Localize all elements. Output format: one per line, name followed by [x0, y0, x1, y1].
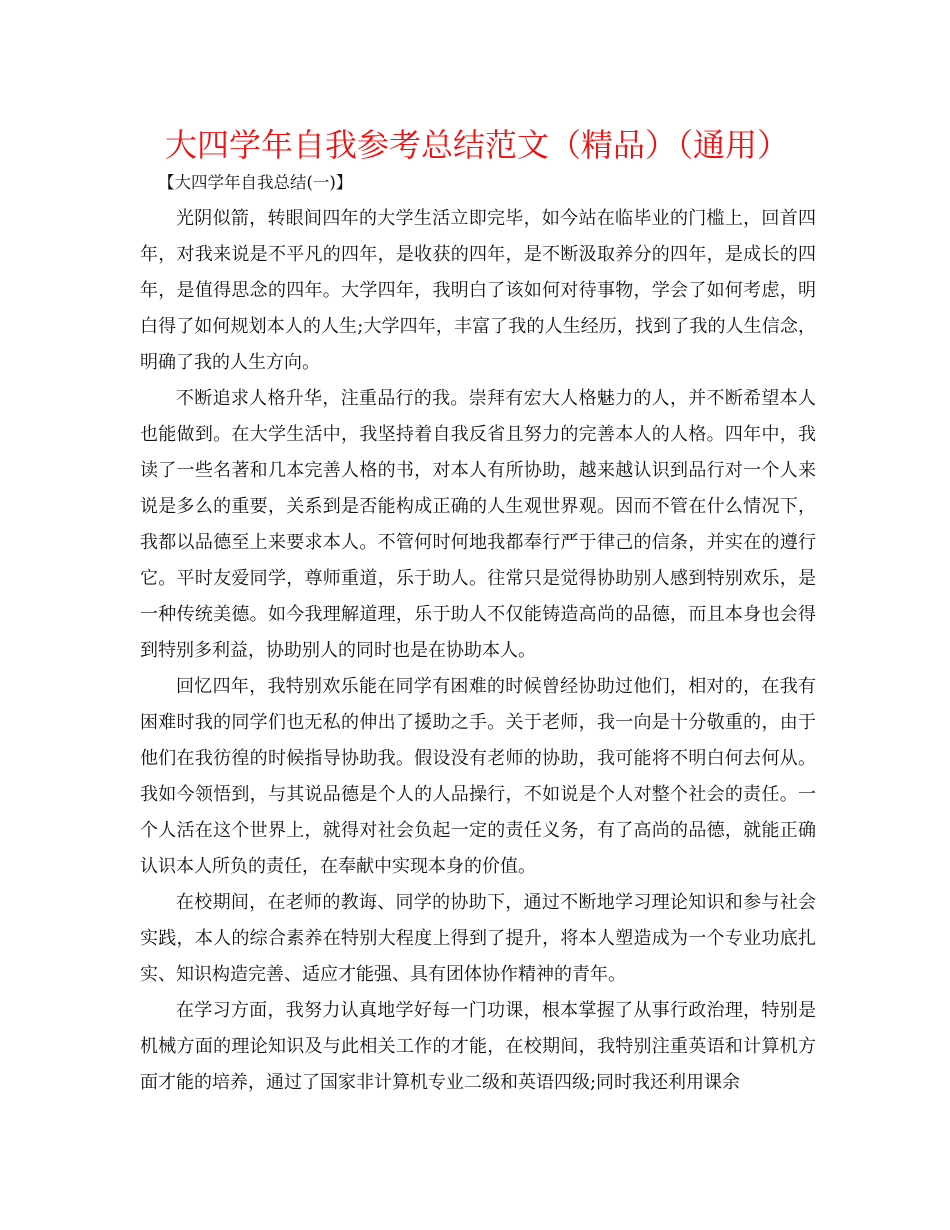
- document-body: [140, 201, 816, 1101]
- paragraph: 光阴似箭，转眼间四年的大学生活立即完毕，如今站在临毕业的门槛上，回首四年，对我来说是不平凡的四年，是收获的四年，是不断汲取养分的四年，是成长的四年，是值得思念的四年。大学四年，我明白了该如何对待事物，学会了如何考虑，明白得了如何规划本人的人生;大学四年，丰富了我的人生经历，找到了我的人生信念，明确了我的人生方向。: [140, 208, 816, 373]
- paragraph: 不断追求人格升华，注重品行的我。崇拜有宏大人格魅力的人，并不断希望本人也能做到。在大学生活中，我坚持着自我反省且努力的完善本人的人格。四年中，我读了一些名著和几本完善人格的书，对本人有所协助，越来越认识到品行对一个人来说是多么的重要，关系到是否能构成正确的人生观世界观。因而不管在什么情况下，我都以品德至上来要求本人。不管何时何地我都奉行严于律己的信条，并实在的遵行它。平时友爱同学，尊师重道，乐于助人。往常只是觉得协助别人感到特别欢乐，是一种传统美德。如今我理解道理，乐于助人不仅能铸造高尚的品德，而且本身也会得到特别多利益，协助别人的同时也是在协助本人。: [140, 388, 816, 661]
- section-heading: 【大四学年自我总结(一)】: [158, 173, 353, 192]
- paragraph: 在校期间，在老师的教诲、同学的协助下，通过不断地学习理论知识和参与社会实践，本人的综合素养在特别大程度上得到了提升，将本人塑造成为一个专业功底扎实、知识构造完善、适应才能强、具有团体协作精神的青年。: [140, 892, 816, 985]
- paragraph: 回忆四年，我特别欢乐能在同学有困难的时候曾经协助过他们，相对的，在我有困难时我的同学们也无私的伸出了援助之手。关于老师，我一向是十分敬重的，由于他们在我彷徨的时候指导协助我。假设没有老师的协助，我可能将不明白何去何从。我如今领悟到，与其说品德是个人的人品操行，不如说是个人对整个社会的责任。一个人活在这个世界上，就得对社会负起一定的责任义务，有了高尚的品德，就能正确认识本人所负的责任，在奉献中实现本身的价值。: [140, 676, 816, 877]
- document-title: 大四学年自我参考总结范文（精品）（通用）: [165, 126, 790, 164]
- paragraph: 在学习方面，我努力认真地学好每一门功课，根本掌握了从事行政治理，特别是机械方面的理论知识及与此相关工作的才能，在校期间，我特别注重英语和计算机方面才能的培养，通过了国家非计算机专业二级和英语四级;同时我还利用课余: [140, 1000, 816, 1093]
